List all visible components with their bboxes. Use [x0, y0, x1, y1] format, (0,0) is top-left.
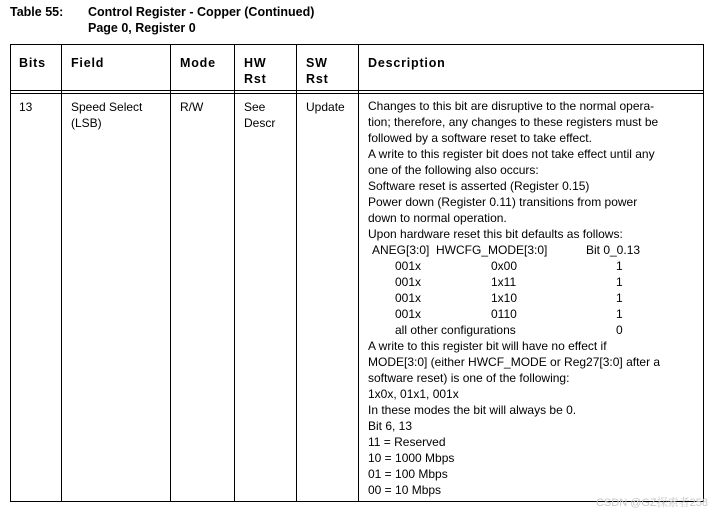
- config-bit: 0: [616, 323, 623, 337]
- description-line: In these modes the bit will always be 0.: [368, 403, 577, 417]
- description-line: followed by a software reset to take effect.: [368, 131, 592, 145]
- config-other-label: all other configurations: [395, 323, 516, 337]
- config-row-other: [368, 322, 698, 338]
- config-aneg: 001x: [395, 259, 422, 273]
- description-line: A write to this register bit does not take effect until any: [368, 147, 655, 161]
- column-divider: [296, 45, 297, 501]
- description-line: 1x0x, 01x1, 001x: [368, 387, 459, 401]
- header-sw-rst: [306, 55, 329, 87]
- watermark: CSDN @GZ探索者258: [595, 497, 708, 509]
- row-mode: R/W: [180, 100, 204, 114]
- table-title: Control Register - Copper (Continued): [88, 5, 315, 19]
- config-aneg: 001x: [395, 275, 422, 289]
- header-description: Description: [368, 56, 446, 70]
- header-mode: Mode: [180, 56, 216, 70]
- row-bits: 13: [19, 100, 33, 114]
- row-field-line2: (LSB): [71, 116, 102, 130]
- config-bit: 1: [616, 259, 623, 273]
- column-divider: [61, 45, 62, 501]
- config-hwcfg: 1x10: [491, 291, 518, 305]
- register-table: [10, 44, 704, 502]
- header-bits: Bits: [19, 56, 46, 70]
- config-aneg-header: ANEG[3:0]: [372, 243, 430, 257]
- description-line: Upon hardware reset this bit defaults as follows:: [368, 227, 623, 241]
- config-row: [368, 290, 698, 306]
- description-line: Power down (Register 0.11) transitions from power: [368, 195, 638, 209]
- header-hw-rst: [244, 55, 267, 87]
- config-bit: 1: [616, 275, 623, 289]
- column-divider: [234, 45, 235, 501]
- description-line: software reset) is one of the following:: [368, 371, 570, 385]
- config-aneg: 001x: [395, 291, 422, 305]
- header-hw-rst-line1: HW: [244, 56, 267, 70]
- header-hw-rst-line2: Rst: [244, 72, 267, 86]
- config-aneg: 001x: [395, 307, 422, 321]
- config-hwcfg: 0110: [491, 307, 517, 321]
- config-row: [368, 274, 698, 290]
- description-line: 01 = 100 Mbps: [368, 467, 448, 481]
- description-line: A write to this register bit will have no effect if: [368, 339, 607, 353]
- description-line: down to normal operation.: [368, 211, 507, 225]
- row-description: [368, 98, 698, 498]
- config-hwcfg: 0x00: [491, 259, 518, 273]
- description-line: Software reset is asserted (Register 0.15): [368, 179, 590, 193]
- column-divider: [170, 45, 171, 501]
- description-line: tion; therefore, any changes to these registers must be: [368, 115, 659, 129]
- description-line: MODE[3:0] (either HWCF_MODE or Reg27[3:0] after a: [368, 355, 661, 369]
- description-line: Changes to this bit are disruptive to the normal opera-: [368, 99, 655, 113]
- config-row: [368, 306, 698, 322]
- row-hw-rst: [244, 99, 275, 131]
- description-line: 11 = Reserved: [368, 435, 446, 449]
- config-hwcfg: 1x11: [491, 275, 517, 289]
- config-table-header: [368, 242, 698, 258]
- table-subtitle: Page 0, Register 0: [88, 21, 196, 35]
- row-field: [71, 99, 142, 131]
- description-line: Bit 6, 13: [368, 419, 413, 433]
- header-sw-rst-line1: SW: [306, 56, 328, 70]
- config-bit-header: Bit 0_0.13: [586, 243, 641, 257]
- config-row: [368, 258, 698, 274]
- table-number: Table 55:: [10, 5, 64, 19]
- row-hw-rst-line1: See: [244, 100, 266, 114]
- row-hw-rst-line2: Descr: [244, 116, 276, 130]
- description-line: one of the following also occurs:: [368, 163, 539, 177]
- row-field-line1: Speed Select: [71, 100, 143, 114]
- header-divider: [11, 90, 703, 91]
- description-line: 10 = 1000 Mbps: [368, 451, 455, 465]
- header-divider-double: [11, 93, 703, 94]
- config-bit: 1: [616, 307, 623, 321]
- column-divider: [358, 45, 359, 501]
- header-field: Field: [71, 56, 105, 70]
- config-hwcfg-header: HWCFG_MODE[3:0]: [436, 243, 548, 257]
- row-sw-rst: Update: [306, 100, 345, 114]
- header-sw-rst-line2: Rst: [306, 72, 329, 86]
- config-bit: 1: [616, 291, 623, 305]
- description-line: 00 = 10 Mbps: [368, 483, 442, 497]
